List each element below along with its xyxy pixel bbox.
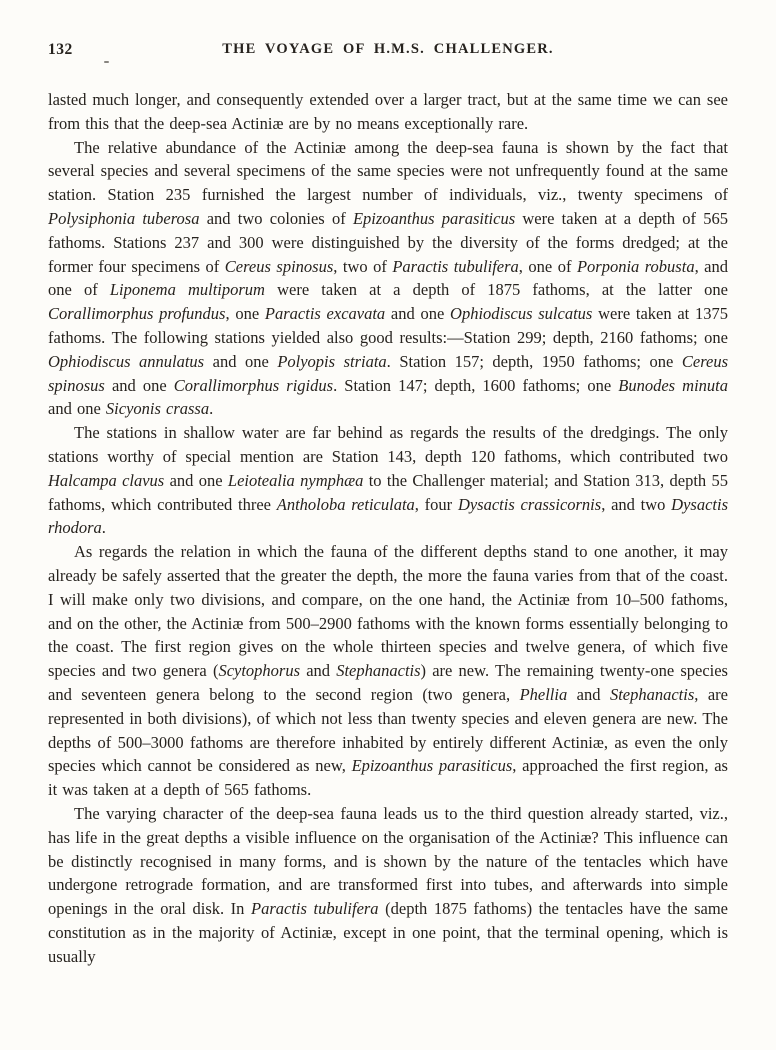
species-name: Liponema multiporum [109,280,265,300]
text-run: As regards the relation in which the fauna of the different depths stand to one another, it may already be safely asserted that the greater the depth, the more the fauna varies from that of the coast. I will make only two divisions, and compare, on the one hand, the Actiniæ from 10–500 fathoms, and on the other, the Actiniæ from 500–2900 fathoms with the known forms essentially belonging to the coast. The first region gives on the whole thirteen species and twelve genera, of which five species and two genera ( [48,542,728,681]
text-run: The stations in shallow water are far behind as regards the results of the dredgings. The only stations worthy of special mention are Station 143, depth 120 fathoms, which contributed two [48,423,728,466]
species-name: Polysiphonia tuberosa [48,208,200,228]
species-name: Paractis tubulifera [392,256,519,276]
species-name: Stephanactis [336,661,421,681]
species-name: Porponia robusta [576,256,695,276]
text-run: and [567,684,610,704]
paragraph [48,540,728,802]
text-run: The relative abundance of the Actiniæ among the deep-sea fauna is shown by the fact that several species and several specimens of the same species were not unfrequently found at the same station. Station 235 furnished the largest number of individuals, viz., twenty specimens of [48,137,728,205]
text-run: were taken at a depth of 1875 fathoms, at the latter one [264,280,728,300]
text-run: and one [48,399,106,419]
text-run: (depth 1875 fathoms) the tentacles have the same constitution as in the majority of Actiniæ, except in one point, that the terminal opening, which is usually [48,899,728,966]
species-name: Ophiodiscus sulcatus [450,304,593,324]
page-header [48,40,728,64]
running-title: THE VOYAGE OF H.M.S. CHALLENGER. [222,41,554,57]
page-number: 132 [48,41,73,58]
species-name: Epizoanthus parasiticus [352,208,516,228]
text-run: , and one of [48,256,729,300]
paragraph [48,136,728,422]
species-name: Polyopis striata [277,351,387,371]
species-name: Leiotealia nymphæa [227,470,364,490]
species-name: Antholoba reticulata [276,494,415,514]
text-run: The varying character of the deep-sea fauna leads us to the third question already started, viz., has life in the great depths a visible influence on the organisation of the Actiniæ? This influence can be distinctly recognised in many forms, and is shown by the nature of the tentacles which have undergone retrograde formation, and are transformed first into tubes, and afterwards into simple openings in the oral disk. In [48,803,728,919]
species-name: Phellia [519,684,568,704]
text-run: and one [164,470,228,490]
text-run: to the Challenger material; and Station 313, depth 55 fathoms, which contributed three [48,470,728,514]
paragraph [48,802,728,969]
text-run: and two colonies of [199,208,353,228]
species-name: Epizoanthus parasiticus [351,756,513,776]
text-body [48,88,728,968]
text-run: were taken at a depth of 565 fathoms. Stations 237 and 300 were distinguished by the diversity of the forms dredged; at the former four specimens of [48,208,728,276]
text-run: , one [225,304,265,324]
paragraph [48,421,728,540]
species-name: Corallimorphus profundus [48,304,226,324]
species-name: Paractis tubulifera [251,899,379,919]
paragraph [48,88,728,136]
species-name: Stephanactis [609,684,695,704]
text-run: . [209,399,214,419]
species-name: Dysactis crassicornis [457,494,602,514]
text-run: , approached the first region, as it was taken at a depth of 565 fathoms. [48,756,728,800]
text-run: . Station 157; depth, 1950 fathoms; one [386,351,682,371]
text-run: and one [204,351,278,371]
text-run: . Station 147; depth, 1600 fathoms; one [333,375,619,395]
text-run: and [300,661,337,681]
species-name: Halcampa clavus [48,470,165,490]
text-run: ) are new. The remaining twenty-one species and seventeen genera belong to the second region (two genera, [48,661,728,704]
text-run: , two of [333,256,393,276]
species-name: Dysactis rhodora [48,494,728,538]
species-name: Cereus spinosus [224,256,334,276]
species-name: Corallimorphus rigidus [173,375,334,395]
species-name: Sicyonis crassa [105,399,210,419]
text-run: , and two [601,494,672,514]
text-run: lasted much longer, and consequently extended over a larger tract, but at the same time we can see from this that the deep-sea Actiniæ are by no means exceptionally rare. [48,90,728,133]
scan-artifact [104,61,109,63]
species-name: Ophiodiscus annulatus [48,351,205,371]
species-name: Paractis excavata [264,304,386,324]
species-name: Bunodes minuta [618,375,728,395]
text-run: were taken at 1375 fathoms. The following stations yielded also good results:—Station 299; depth, 2160 fathoms; one [48,304,728,347]
species-name: Cereus spinosus [48,351,728,395]
text-run: , one of [518,256,577,276]
text-run: and one [104,375,174,395]
text-run: , are represented in both divisions), of which not less than twenty species and eleven genera are new. The depths of 500–3000 fathoms are therefore inhabited by entirely different Actiniæ, as even the only species which cannot be considered as new, [48,684,728,776]
text-run: . [101,518,106,538]
text-run: , four [414,494,458,514]
species-name: Scytophorus [218,661,301,681]
text-run: and one [385,304,451,324]
